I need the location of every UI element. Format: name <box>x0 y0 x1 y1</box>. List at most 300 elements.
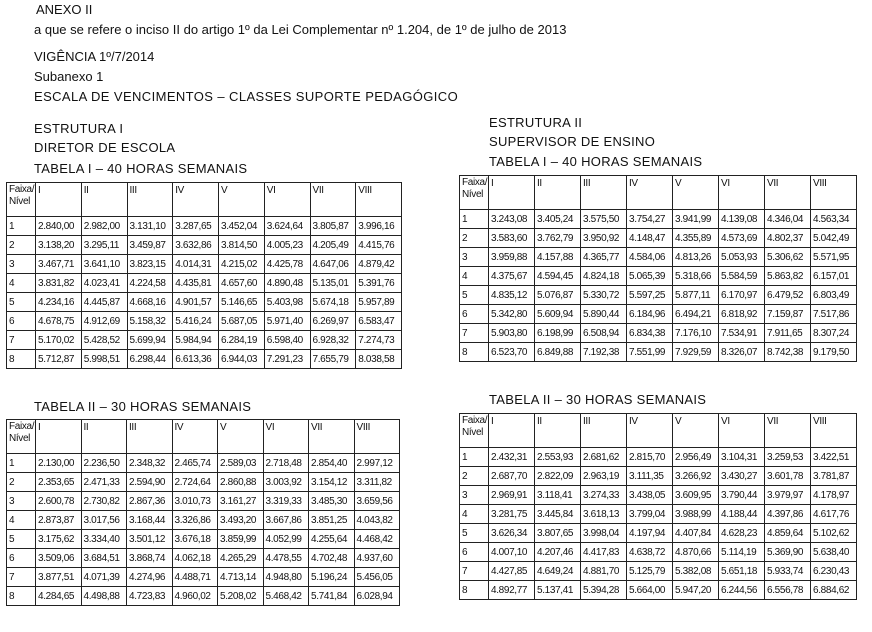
salary-cell: 4.435,81 <box>173 274 219 293</box>
column-header: II <box>81 183 127 217</box>
salary-cell: 4.657,60 <box>219 274 265 293</box>
table-header-row <box>460 414 857 448</box>
salary-cell: 3.601,78 <box>765 467 811 486</box>
salary-cell: 4.563,34 <box>811 210 857 229</box>
salary-cell: 6.184,96 <box>627 305 673 324</box>
salary-cell: 4.960,02 <box>172 587 218 606</box>
column-header: IV <box>627 414 673 448</box>
salary-cell: 3.823,15 <box>127 255 173 274</box>
salary-cell: 2.997,12 <box>354 454 400 473</box>
salary-cell: 4.879,42 <box>356 255 402 274</box>
salary-cell: 5.158,32 <box>127 312 173 331</box>
salary-cell: 8.326,07 <box>719 343 765 362</box>
salary-cell: 4.628,23 <box>719 524 765 543</box>
salary-cell: 4.835,12 <box>489 286 535 305</box>
salary-cell: 5.638,40 <box>811 543 857 562</box>
salary-cell: 4.375,67 <box>489 267 535 286</box>
row-header-top: Faixa/ <box>9 421 35 432</box>
table-header-row <box>7 420 400 454</box>
column-header: III <box>581 176 627 210</box>
salary-cell: 6.556,78 <box>765 581 811 600</box>
salary-cell: 3.131,10 <box>127 217 173 236</box>
salary-cell: 6.244,56 <box>719 581 765 600</box>
salary-cell: 6.230,43 <box>811 562 857 581</box>
column-header: II <box>81 420 127 454</box>
salary-cell: 5.609,94 <box>535 305 581 324</box>
salary-cell: 3.624,64 <box>264 217 310 236</box>
table-row <box>7 549 400 568</box>
table-row <box>7 236 402 255</box>
salary-cell: 4.052,99 <box>263 530 309 549</box>
table-row <box>7 255 402 274</box>
level-cell: 6 <box>460 305 489 324</box>
column-header: I <box>36 183 82 217</box>
salary-cell: 3.422,51 <box>811 448 857 467</box>
salary-cell: 4.649,24 <box>535 562 581 581</box>
level-cell: 2 <box>7 236 36 255</box>
salary-cell: 2.471,33 <box>81 473 127 492</box>
table-row <box>7 350 402 369</box>
legal-reference: a que se refere o inciso II do artigo 1º da Lei Complementar nº 1.204, de 1º de julho de 2013 <box>34 22 567 37</box>
salary-cell: 3.430,27 <box>719 467 765 486</box>
column-header: VII <box>765 414 811 448</box>
salary-cell: 5.863,82 <box>765 267 811 286</box>
salary-cell: 5.042,49 <box>811 229 857 248</box>
salary-cell: 4.802,37 <box>765 229 811 248</box>
salary-cell: 5.146,65 <box>219 293 265 312</box>
salary-cell: 6.494,21 <box>673 305 719 324</box>
level-cell: 4 <box>460 267 489 286</box>
salary-cell: 3.950,92 <box>581 229 627 248</box>
salary-cell: 8.742,38 <box>765 343 811 362</box>
salary-cell: 4.207,46 <box>535 543 581 562</box>
column-header: VI <box>719 176 765 210</box>
salary-cell: 7.517,86 <box>811 305 857 324</box>
salary-cell: 5.076,87 <box>535 286 581 305</box>
salary-cell: 4.617,76 <box>811 505 857 524</box>
column-header: VII <box>309 420 355 454</box>
row-header-label <box>460 176 489 210</box>
salary-cell: 4.478,55 <box>263 549 309 568</box>
scale-title: ESCALA DE VENCIMENTOS – CLASSES SUPORTE PEDAGÓGICO <box>34 89 459 104</box>
table-row <box>460 210 857 229</box>
salary-cell: 3.111,35 <box>627 467 673 486</box>
salary-cell: 6.928,32 <box>310 331 356 350</box>
salary-cell: 5.342,80 <box>489 305 535 324</box>
column-header: VII <box>765 176 811 210</box>
level-cell: 5 <box>460 286 489 305</box>
level-cell: 3 <box>7 492 36 511</box>
salary-cell: 3.438,05 <box>627 486 673 505</box>
table-row <box>460 248 857 267</box>
level-cell: 5 <box>7 530 36 549</box>
salary-cell: 4.468,42 <box>354 530 400 549</box>
salary-cell: 5.947,20 <box>673 581 719 600</box>
salary-cell: 3.781,87 <box>811 467 857 486</box>
salary-cell: 4.488,71 <box>172 568 218 587</box>
salary-cell: 7.551,99 <box>627 343 673 362</box>
salary-cell: 5.712,87 <box>36 350 82 369</box>
salary-cell: 4.407,84 <box>673 524 719 543</box>
estrutura1-t30-title: TABELA II – 30 HORAS SEMANAIS <box>34 399 252 414</box>
salary-cell: 5.382,08 <box>673 562 719 581</box>
salary-cell: 4.178,97 <box>811 486 857 505</box>
salary-cell: 5.877,11 <box>673 286 719 305</box>
salary-cell: 5.170,02 <box>36 331 82 350</box>
salary-cell: 4.062,18 <box>172 549 218 568</box>
salary-cell: 4.912,69 <box>81 312 127 331</box>
salary-cell: 5.584,59 <box>719 267 765 286</box>
level-cell: 8 <box>7 587 36 606</box>
salary-cell: 3.334,40 <box>81 530 127 549</box>
salary-cell: 2.553,93 <box>535 448 581 467</box>
salary-cell: 3.609,95 <box>673 486 719 505</box>
level-cell: 1 <box>460 448 489 467</box>
table-row <box>7 331 402 350</box>
salary-cell: 7.655,79 <box>310 350 356 369</box>
vigencia-date: VIGÊNCIA 1º/7/2014 <box>34 49 155 64</box>
salary-cell: 4.346,04 <box>765 210 811 229</box>
salary-cell: 5.306,62 <box>765 248 811 267</box>
salary-cell: 3.831,82 <box>36 274 82 293</box>
salary-cell: 4.702,48 <box>309 549 355 568</box>
salary-cell: 4.445,87 <box>81 293 127 312</box>
salary-cell: 4.892,77 <box>489 581 535 600</box>
salary-cell: 3.118,41 <box>535 486 581 505</box>
salary-cell: 4.594,45 <box>535 267 581 286</box>
salary-cell: 3.010,73 <box>172 492 218 511</box>
salary-cell: 4.901,57 <box>173 293 219 312</box>
table-row <box>7 492 400 511</box>
salary-cell: 4.678,75 <box>36 312 82 331</box>
level-cell: 7 <box>460 324 489 343</box>
salary-cell: 7.192,38 <box>581 343 627 362</box>
salary-cell: 4.584,06 <box>627 248 673 267</box>
salary-cell: 5.664,00 <box>627 581 673 600</box>
salary-cell: 2.730,82 <box>81 492 127 511</box>
salary-cell: 2.840,00 <box>36 217 82 236</box>
table-row <box>460 286 857 305</box>
salary-cell: 2.815,70 <box>627 448 673 467</box>
salary-cell: 5.053,93 <box>719 248 765 267</box>
salary-cell: 2.236,50 <box>81 454 127 473</box>
table-row <box>460 505 857 524</box>
salary-cell: 6.269,97 <box>310 312 356 331</box>
salary-cell: 7.534,91 <box>719 324 765 343</box>
salary-cell: 4.215,02 <box>219 255 265 274</box>
table-row <box>7 511 400 530</box>
salary-cell: 3.667,86 <box>263 511 309 530</box>
salary-cell: 3.485,30 <box>309 492 355 511</box>
table-row <box>7 473 400 492</box>
salary-cell: 2.969,91 <box>489 486 535 505</box>
table-header-row <box>460 176 857 210</box>
salary-cell: 4.365,77 <box>581 248 627 267</box>
salary-cell: 3.509,06 <box>36 549 82 568</box>
salary-cell: 6.613,36 <box>173 350 219 369</box>
row-header-top: Faixa/ <box>9 184 35 195</box>
column-header: VI <box>719 414 765 448</box>
column-header: VIII <box>354 420 400 454</box>
table-row <box>460 524 857 543</box>
salary-cell: 4.397,86 <box>765 505 811 524</box>
salary-cell: 3.998,04 <box>581 524 627 543</box>
column-header: VI <box>263 420 309 454</box>
column-header: VIII <box>811 414 857 448</box>
salary-cell: 4.713,14 <box>218 568 264 587</box>
subannex-label: Subanexo 1 <box>34 69 104 84</box>
salary-cell: 6.298,44 <box>127 350 173 369</box>
salary-cell: 5.416,24 <box>173 312 219 331</box>
level-cell: 6 <box>460 543 489 562</box>
salary-cell: 4.284,65 <box>36 587 82 606</box>
salary-cell: 5.318,66 <box>673 267 719 286</box>
salary-cell: 4.188,44 <box>719 505 765 524</box>
row-header-top: Faixa/ <box>462 177 488 188</box>
salary-cell: 3.501,12 <box>127 530 173 549</box>
salary-cell: 7.929,59 <box>673 343 719 362</box>
table-row <box>7 454 400 473</box>
salary-cell: 4.415,76 <box>356 236 402 255</box>
salary-cell: 2.982,00 <box>81 217 127 236</box>
salary-cell: 5.125,79 <box>627 562 673 581</box>
row-header-bottom: Nível <box>9 196 31 207</box>
salary-cell: 3.659,56 <box>354 492 400 511</box>
salary-cell: 3.877,51 <box>36 568 82 587</box>
salary-cell: 5.571,95 <box>811 248 857 267</box>
row-header-bottom: Nível <box>9 433 31 444</box>
salary-cell: 3.805,87 <box>310 217 356 236</box>
salary-cell: 3.445,84 <box>535 505 581 524</box>
salary-cell: 3.959,88 <box>489 248 535 267</box>
salary-cell: 4.573,69 <box>719 229 765 248</box>
salary-cell: 5.403,98 <box>264 293 310 312</box>
salary-cell: 3.319,33 <box>263 492 309 511</box>
level-cell: 8 <box>7 350 36 369</box>
salary-cell: 2.353,65 <box>36 473 82 492</box>
salary-cell: 4.668,16 <box>127 293 173 312</box>
column-header: I <box>489 414 535 448</box>
salary-cell: 5.674,18 <box>310 293 356 312</box>
salary-cell: 4.890,48 <box>264 274 310 293</box>
row-header-top: Faixa/ <box>462 415 488 426</box>
salary-cell: 6.884,62 <box>811 581 857 600</box>
salary-cell: 4.014,31 <box>173 255 219 274</box>
level-cell: 2 <box>460 229 489 248</box>
salary-cell: 2.724,64 <box>172 473 218 492</box>
salary-cell: 3.632,86 <box>173 236 219 255</box>
salary-cell: 4.638,72 <box>627 543 673 562</box>
table-header-row <box>7 183 402 217</box>
column-header: V <box>673 414 719 448</box>
salary-cell: 3.311,82 <box>354 473 400 492</box>
salary-cell: 3.175,62 <box>36 530 82 549</box>
salary-cell: 4.498,88 <box>81 587 127 606</box>
salary-cell: 4.023,41 <box>81 274 127 293</box>
salary-cell: 5.114,19 <box>719 543 765 562</box>
salary-cell: 2.873,87 <box>36 511 82 530</box>
estrutura2-t30-title: TABELA II – 30 HORAS SEMANAIS <box>489 392 707 407</box>
estrutura2-t40-title: TABELA I – 40 HORAS SEMANAIS <box>489 154 703 169</box>
salary-cell: 5.428,52 <box>81 331 127 350</box>
salary-cell: 3.259,53 <box>765 448 811 467</box>
salary-cell: 3.281,75 <box>489 505 535 524</box>
level-cell: 4 <box>460 505 489 524</box>
salary-cell: 5.597,25 <box>627 286 673 305</box>
level-cell: 6 <box>7 549 36 568</box>
level-cell: 3 <box>460 486 489 505</box>
salary-cell: 6.583,47 <box>356 312 402 331</box>
salary-cell: 3.996,16 <box>356 217 402 236</box>
estrutura1-label: ESTRUTURA I <box>34 121 124 136</box>
salary-cell: 3.868,74 <box>127 549 173 568</box>
salary-cell: 7.911,65 <box>765 324 811 343</box>
salary-cell: 4.234,16 <box>36 293 82 312</box>
table-row <box>7 274 402 293</box>
salary-cell: 3.941,99 <box>673 210 719 229</box>
salary-cell: 4.417,83 <box>581 543 627 562</box>
salary-cell: 4.265,29 <box>218 549 264 568</box>
salary-cell: 3.104,31 <box>719 448 765 467</box>
salary-cell: 5.468,42 <box>263 587 309 606</box>
column-header: III <box>127 183 173 217</box>
column-header: III <box>127 420 173 454</box>
salary-cell: 4.205,49 <box>310 236 356 255</box>
salary-cell: 3.754,27 <box>627 210 673 229</box>
table-row <box>7 312 402 331</box>
level-cell: 4 <box>7 511 36 530</box>
salary-cell: 3.684,51 <box>81 549 127 568</box>
salary-cell: 2.681,62 <box>581 448 627 467</box>
table-row <box>460 486 857 505</box>
salary-cell: 3.988,99 <box>673 505 719 524</box>
salary-cell: 5.957,89 <box>356 293 402 312</box>
salary-cell: 3.452,04 <box>219 217 265 236</box>
salary-cell: 5.137,41 <box>535 581 581 600</box>
salary-cell: 4.870,66 <box>673 543 719 562</box>
salary-cell: 3.243,08 <box>489 210 535 229</box>
salary-cell: 4.071,39 <box>81 568 127 587</box>
salary-cell: 4.043,82 <box>354 511 400 530</box>
column-header: VIII <box>356 183 402 217</box>
salary-cell: 6.849,88 <box>535 343 581 362</box>
salary-cell: 4.824,18 <box>581 267 627 286</box>
salary-cell: 5.741,84 <box>309 587 355 606</box>
level-cell: 8 <box>460 581 489 600</box>
column-header: I <box>36 420 82 454</box>
salary-cell: 2.963,19 <box>581 467 627 486</box>
salary-cell: 2.432,31 <box>489 448 535 467</box>
salary-cell: 8.038,58 <box>356 350 402 369</box>
salary-cell: 2.867,36 <box>127 492 173 511</box>
column-header: V <box>673 176 719 210</box>
salary-cell: 7.159,87 <box>765 305 811 324</box>
level-cell: 3 <box>460 248 489 267</box>
salary-cell: 3.493,20 <box>218 511 264 530</box>
salary-cell: 3.618,13 <box>581 505 627 524</box>
level-cell: 1 <box>7 217 36 236</box>
level-cell: 3 <box>7 255 36 274</box>
table-row <box>460 543 857 562</box>
salary-cell: 2.822,09 <box>535 467 581 486</box>
salary-cell: 6.803,49 <box>811 286 857 305</box>
salary-cell: 2.600,78 <box>36 492 82 511</box>
level-cell: 7 <box>7 568 36 587</box>
salary-cell: 6.508,94 <box>581 324 627 343</box>
salary-cell: 9.179,50 <box>811 343 857 362</box>
salary-cell: 2.348,32 <box>127 454 173 473</box>
salary-cell: 5.890,44 <box>581 305 627 324</box>
column-header: I <box>489 176 535 210</box>
salary-cell: 5.699,94 <box>127 331 173 350</box>
row-header-bottom: Nível <box>462 427 484 438</box>
table-row <box>7 293 402 312</box>
salary-cell: 3.138,20 <box>36 236 82 255</box>
table-row <box>460 467 857 486</box>
salary-cell: 2.687,70 <box>489 467 535 486</box>
level-cell: 7 <box>460 562 489 581</box>
salary-cell: 5.933,74 <box>765 562 811 581</box>
salary-cell: 3.979,97 <box>765 486 811 505</box>
salary-cell: 4.859,64 <box>765 524 811 543</box>
salary-cell: 4.157,88 <box>535 248 581 267</box>
column-header: VI <box>264 183 310 217</box>
table-row <box>460 229 857 248</box>
level-cell: 6 <box>7 312 36 331</box>
level-cell: 1 <box>7 454 36 473</box>
salary-cell: 3.266,92 <box>673 467 719 486</box>
salary-cell: 6.944,03 <box>219 350 265 369</box>
salary-cell: 3.459,87 <box>127 236 173 255</box>
salary-cell: 6.818,92 <box>719 305 765 324</box>
salary-cell: 4.427,85 <box>489 562 535 581</box>
salary-cell: 7.274,73 <box>356 331 402 350</box>
table-row <box>7 568 400 587</box>
salary-cell: 6.157,01 <box>811 267 857 286</box>
table-row <box>7 217 402 236</box>
salary-cell: 5.369,90 <box>765 543 811 562</box>
salary-cell: 5.394,28 <box>581 581 627 600</box>
table-row <box>460 305 857 324</box>
salary-cell: 5.971,40 <box>264 312 310 331</box>
salary-cell: 5.687,05 <box>219 312 265 331</box>
salary-cell: 2.594,90 <box>127 473 173 492</box>
salary-cell: 5.135,01 <box>310 274 356 293</box>
salary-cell: 5.065,39 <box>627 267 673 286</box>
table-row <box>460 324 857 343</box>
column-header: V <box>218 420 264 454</box>
salary-cell: 3.467,71 <box>36 255 82 274</box>
salary-cell: 2.718,48 <box>263 454 309 473</box>
salary-cell: 4.255,64 <box>309 530 355 549</box>
estrutura2-label: ESTRUTURA II <box>489 115 583 130</box>
salary-cell: 5.196,24 <box>309 568 355 587</box>
salary-cell: 6.028,94 <box>354 587 400 606</box>
estrutura1-t40-title: TABELA I – 40 HORAS SEMANAIS <box>34 161 248 176</box>
salary-cell: 3.814,50 <box>219 236 265 255</box>
salary-cell: 6.198,99 <box>535 324 581 343</box>
column-header: VIII <box>811 176 857 210</box>
salary-cell: 4.813,26 <box>673 248 719 267</box>
salary-cell: 6.598,40 <box>264 331 310 350</box>
row-header-label <box>7 420 36 454</box>
salary-cell: 4.647,06 <box>310 255 356 274</box>
salary-cell: 5.984,94 <box>173 331 219 350</box>
salary-cell: 3.295,11 <box>81 236 127 255</box>
salary-cell: 6.284,19 <box>219 331 265 350</box>
column-header: V <box>219 183 265 217</box>
table-row <box>460 343 857 362</box>
